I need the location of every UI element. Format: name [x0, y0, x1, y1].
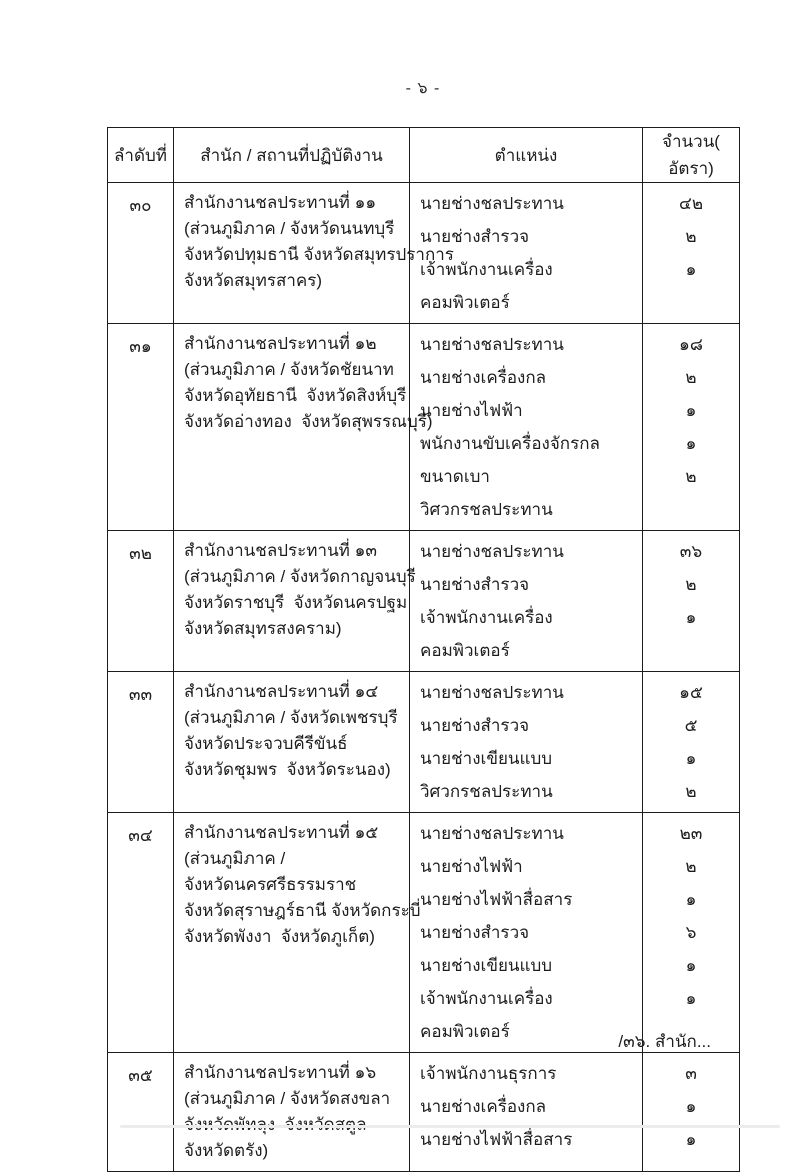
office-cell: [174, 813, 421, 1053]
office-line: (ส่วนภูมิภาค /: [184, 849, 286, 868]
position-title: นายช่างสำรวจ: [420, 575, 530, 594]
row-number: ๓๒: [129, 544, 152, 563]
row-number-cell: [108, 1053, 174, 1172]
continuation-note: /๓๖. สำนัก...: [618, 1032, 711, 1051]
position-title: นายช่างสำรวจ: [420, 923, 530, 942]
office-line: จังหวัดสุราษฎร์ธานี จังหวัดกระบี่: [184, 901, 421, 920]
office-line: จังหวัดอุทัยธานี จังหวัดสิงห์บุรี: [184, 386, 407, 405]
position-title: นายช่างชลประทาน: [420, 335, 564, 354]
row-number-cell: [108, 183, 174, 324]
office-line: จังหวัดตรัง): [184, 1141, 269, 1160]
counts-cell: [643, 1053, 740, 1172]
table-row: [108, 813, 740, 1053]
position-count: ๑: [685, 890, 697, 909]
scan-artifact: [120, 1125, 780, 1128]
office-cell: [174, 672, 410, 813]
positions-cell: [410, 324, 643, 531]
office-line: (ส่วนภูมิภาค / จังหวัดสงขลา: [184, 1089, 391, 1108]
row-number-cell: [108, 813, 174, 1053]
counts-cell: [643, 672, 740, 813]
office-line: (ส่วนภูมิภาค / จังหวัดเพชรบุรี: [184, 708, 398, 727]
position-title: นายช่างชลประทาน: [420, 194, 564, 213]
position-count: ๑: [685, 1097, 697, 1116]
office-line: (ส่วนภูมิภาค / จังหวัดชัยนาท: [184, 360, 394, 379]
counts-cell: [643, 324, 740, 531]
office-line: จังหวัดสมุทรสาคร): [184, 271, 323, 290]
header-office: สำนัก / สถานที่ปฏิบัติงาน: [174, 128, 410, 183]
position-title: เจ้าพนักงานเครื่องคอมพิวเตอร์: [420, 260, 553, 312]
position-title: เจ้าพนักงานเครื่องคอมพิวเตอร์: [420, 989, 553, 1041]
office-line: จังหวัดประจวบคีรีขันธ์: [184, 734, 348, 753]
office-line: จังหวัดราชบุรี จังหวัดนครปฐม: [184, 593, 408, 612]
office-line: (ส่วนภูมิภาค / จังหวัดนนทบุรี: [184, 219, 395, 238]
office-cell: [174, 324, 433, 531]
counts-cell: [643, 183, 740, 324]
header-position: ตำแหน่ง: [410, 128, 643, 183]
position-count: ๕: [684, 716, 698, 735]
position-count: ๖: [685, 923, 697, 942]
position-count: ๑: [685, 1130, 697, 1149]
table-row: [108, 672, 740, 813]
office-line: สำนักงานชลประทานที่ ๑๓: [184, 541, 378, 560]
position-title: นายช่างเครื่องกล: [420, 368, 547, 387]
position-count: ๒: [685, 782, 697, 801]
positions-cell: [410, 183, 643, 324]
office-line: จังหวัดนครศรีธรรมราช: [184, 875, 357, 894]
position-title: วิศวกรชลประทาน: [420, 500, 553, 519]
position-title: นายช่างไฟฟ้าสื่อสาร: [420, 1130, 573, 1149]
counts-cell: [643, 813, 740, 1053]
office-line: สำนักงานชลประทานที่ ๑๑: [184, 193, 377, 212]
position-count: ๒๓: [679, 824, 703, 843]
office-line: จังหวัดสมุทรสงคราม): [184, 619, 342, 638]
office-line: จังหวัดปทุมธานี จังหวัดสมุทรปราการ: [184, 245, 454, 264]
position-count: ๒: [685, 857, 697, 876]
table-row: [108, 183, 740, 324]
position-title: เจ้าพนักงานธุรการ: [420, 1064, 557, 1083]
position-title: นายช่างเขียนแบบ: [420, 749, 553, 768]
position-title: เจ้าพนักงานเครื่องคอมพิวเตอร์: [420, 608, 553, 660]
office-line: จังหวัดพังงา จังหวัดภูเก็ต): [184, 927, 375, 946]
position-count: ๓๖: [679, 542, 703, 561]
position-title: นายช่างสำรวจ: [420, 227, 530, 246]
row-number: ๓๕: [128, 1066, 153, 1085]
row-number: ๓๐: [129, 196, 152, 215]
position-count: ๑๕: [679, 683, 703, 702]
position-count: ๒: [685, 467, 697, 486]
position-count: ๒: [685, 368, 697, 387]
office-cell: [174, 1053, 410, 1172]
position-count: ๒: [685, 575, 697, 594]
position-title: พนักงานขับเครื่องจักรกลขนาดเบา: [420, 434, 600, 486]
office-cell: [174, 531, 416, 672]
position-count: ๑: [685, 401, 697, 420]
office-cell: [174, 183, 454, 324]
office-line: (ส่วนภูมิภาค / จังหวัดกาญจนบุรี: [184, 567, 416, 586]
positions-cell: [410, 1053, 643, 1172]
position-title: นายช่างไฟฟ้า: [420, 857, 523, 876]
position-count: ๓: [685, 1064, 697, 1083]
position-count: ๑: [685, 749, 697, 768]
position-count: ๔๒: [678, 194, 704, 213]
position-title: นายช่างชลประทาน: [420, 542, 564, 561]
position-count: ๑: [685, 608, 697, 627]
office-line: สำนักงานชลประทานที่ ๑๔: [184, 682, 379, 701]
position-count: ๑: [685, 434, 697, 453]
row-number: ๓๔: [128, 826, 153, 845]
counts-cell: [643, 531, 740, 672]
row-number: ๓๓: [128, 685, 153, 704]
table-header-row: [108, 128, 740, 183]
header-sequence: ลำดับที่: [108, 128, 174, 183]
office-line: สำนักงานชลประทานที่ ๑๕: [184, 823, 379, 842]
row-number: ๓๑: [129, 337, 152, 356]
position-title: นายช่างไฟฟ้า: [420, 401, 523, 420]
position-title: นายช่างไฟฟ้าสื่อสาร: [420, 890, 573, 909]
table-row: [108, 531, 740, 672]
position-count: ๑: [685, 989, 697, 1008]
position-title: นายช่างสำรวจ: [420, 716, 530, 735]
table-body: [108, 183, 740, 1172]
table-row: [108, 324, 740, 531]
office-line: สำนักงานชลประทานที่ ๑๒: [184, 334, 377, 353]
position-title: นายช่างเครื่องกล: [420, 1097, 547, 1116]
row-number-cell: [108, 672, 174, 813]
table-row: [108, 1053, 740, 1172]
header-quantity: จำนวน( อัตรา): [643, 128, 740, 183]
position-count: ๑: [685, 956, 697, 975]
page-number: - ๖ -: [405, 80, 441, 97]
office-line: จังหวัดชุมพร จังหวัดระนอง): [184, 760, 391, 779]
position-title: นายช่างชลประทาน: [420, 824, 564, 843]
position-count: ๑: [685, 260, 697, 279]
positions-cell: [410, 531, 643, 672]
position-title: นายช่างชลประทาน: [420, 683, 564, 702]
row-number-cell: [108, 324, 174, 531]
positions-table: [107, 127, 740, 1172]
position-count: ๑๘: [679, 335, 703, 354]
positions-cell: [410, 813, 643, 1053]
positions-cell: [410, 672, 643, 813]
position-count: ๒: [685, 227, 697, 246]
office-line: จังหวัดอ่างทอง จังหวัดสุพรรณบุรี): [184, 412, 433, 431]
office-line: สำนักงานชลประทานที่ ๑๖: [184, 1063, 377, 1082]
position-title: นายช่างเขียนแบบ: [420, 956, 553, 975]
position-title: วิศวกรชลประทาน: [420, 782, 553, 801]
row-number-cell: [108, 531, 174, 672]
